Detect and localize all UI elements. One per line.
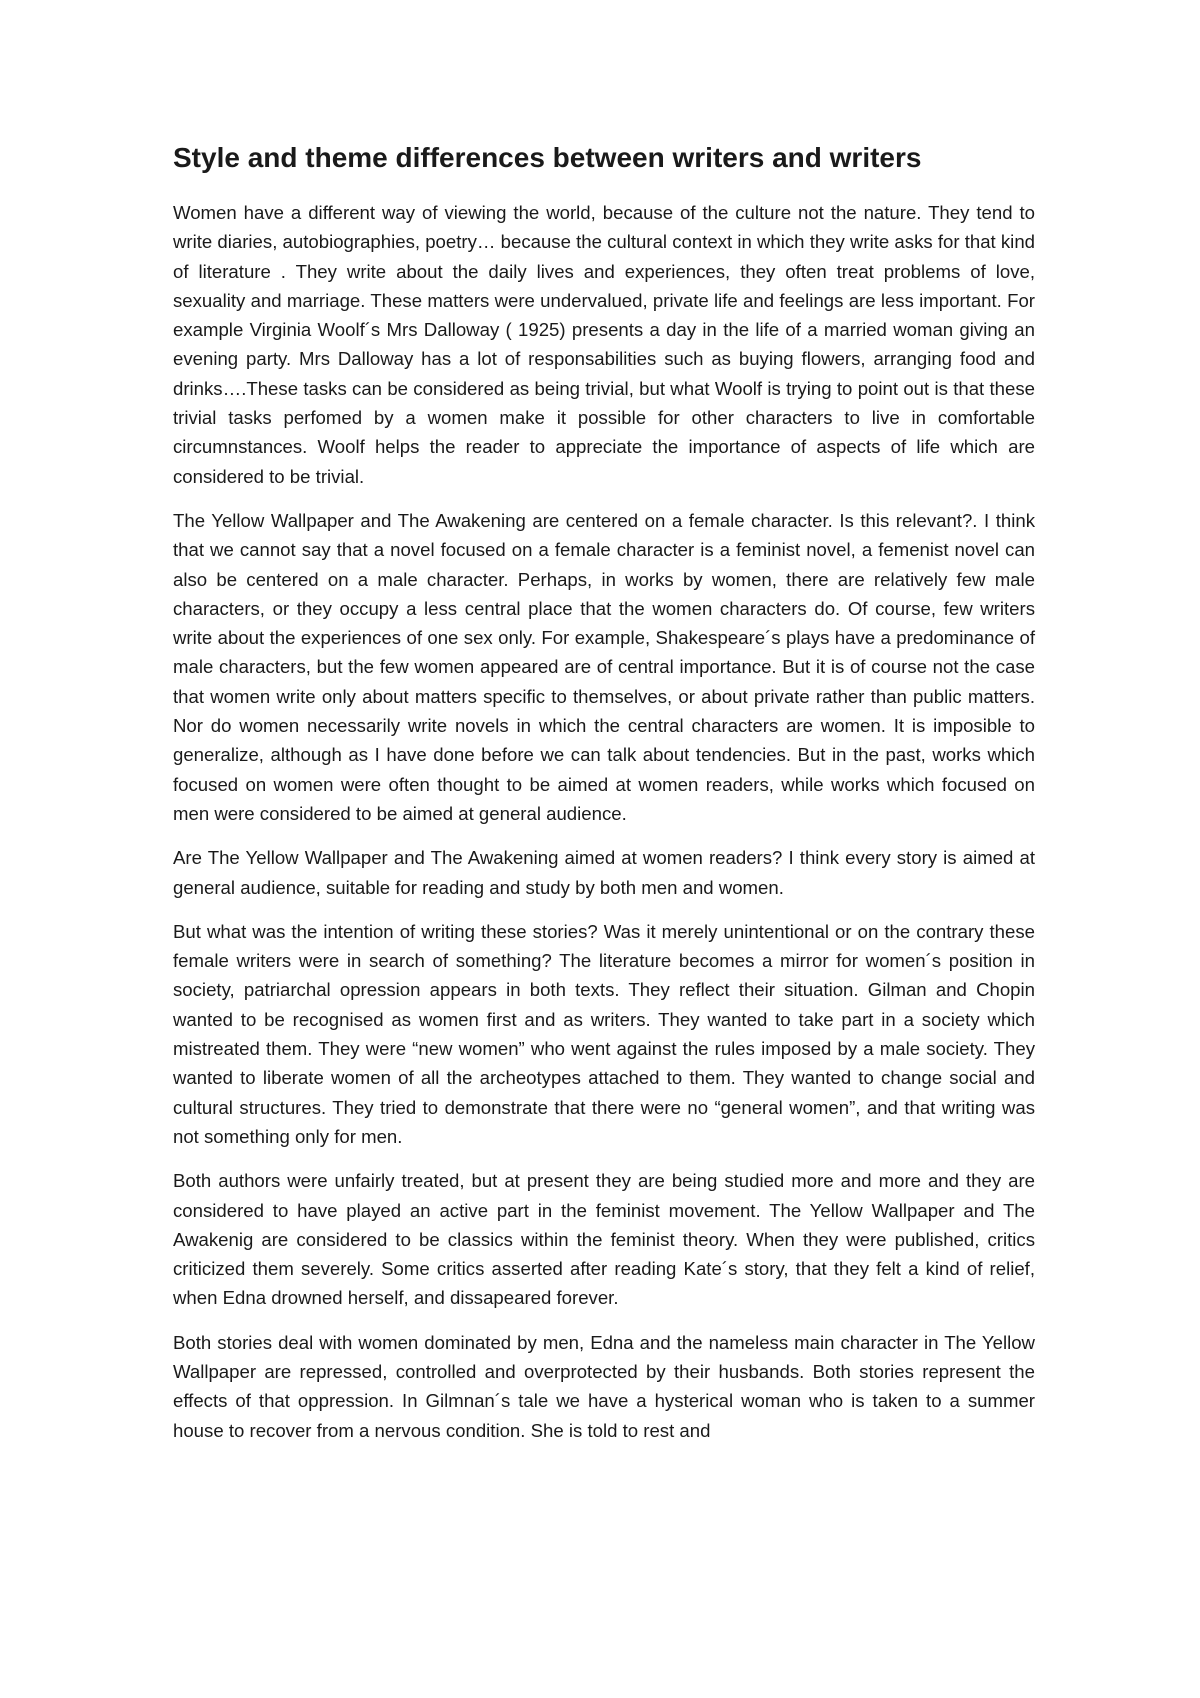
- paragraph-6: Both stories deal with women dominated by men, Edna and the nameless main character in The Yellow Wallpaper are repressed, controlled and overprotected by their husbands. Both stories represent the effects of that oppression. In Gilmnan´s tale we have a hysterical woman who is taken to a summer house to recover from a nervous condition. She is told to rest and: [173, 1331, 1035, 1441]
- document-title: Style and theme differences between writers and writers: [173, 142, 922, 173]
- paragraph-1: Women have a different way of viewing the world, because of the culture not the nature. They tend to write diaries, autobiographies, poetry… because the cultural context in which they write asks for that kind of literature . They write about the daily lives and experiences, they often treat problems of love, sexuality and marriage. These matters were undervalued, private life and feelings are less important. For example Virginia Woolf´s Mrs Dalloway ( 1925) presents a day in the life of a married woman giving an evening party. Mrs Dalloway has a lot of responsabilities such as buying flowers, arranging food and drinks….These tasks can be considered as being trivial, but what Woolf is trying to point out is that these trivial tasks perfomed by a women make it possible for other characters to live in comfortable circumnstances. Woolf helps the reader to appreciate the importance of aspects of life which are considered to be trivial.: [173, 202, 1035, 487]
- paragraph-3: Are The Yellow Wallpaper and The Awakening aimed at women readers? I think every story is aimed at general audience, suitable for reading and study by both men and women.: [173, 847, 1035, 898]
- document-page: [173, 140, 1035, 1460]
- paragraph-4: But what was the intention of writing these stories? Was it merely unintentional or on the contrary these female writers were in search of something? The literature becomes a mirror for women´s position in society, patriarchal opression appears in both texts. They reflect their situation. Gilman and Chopin wanted to be recognised as women first and as writers. They wanted to take part in a society which mistreated them. They were “new women” who went against the rules imposed by a male society. They wanted to liberate women of all the archeotypes attached to them. They wanted to change social and cultural structures. They tried to demonstrate that there were no “general women”, and that writing was not something only for men.: [173, 920, 1035, 1147]
- paragraph-2: The Yellow Wallpaper and The Awakening are centered on a female character. Is this relevant?. I think that we cannot say that a novel focused on a female character is a feminist novel, a femenist novel can also be centered on a male character. Perhaps, in works by women, there are relatively few male characters, or they occupy a less central place that the women characters do. Of course, few writers write about the experiences of one sex only. For example, Shakespeare´s plays have a predominance of male characters, but the few women appeared are of central importance. But it is of course not the case that women write only about matters specific to themselves, or about private rather than public matters. Nor do women necessarily write novels in which the central characters are women. It is imposible to generalize, although as I have done before we can talk about tendencies. But in the past, works which focused on women were often thought to be aimed at women readers, while works which focused on men were considered to be aimed at general audience.: [173, 509, 1035, 824]
- paragraph-5: Both authors were unfairly treated, but at present they are being studied more and more and they are considered to have played an active part in the feminist movement. The Yellow Wallpaper and The Awakenig are considered to be classics within the feminist theory. When they were published, critics criticized them severely. Some critics asserted after reading Kate´s story, that they felt a kind of relief, when Edna drowned herself, and dissapeared forever.: [173, 1170, 1035, 1309]
